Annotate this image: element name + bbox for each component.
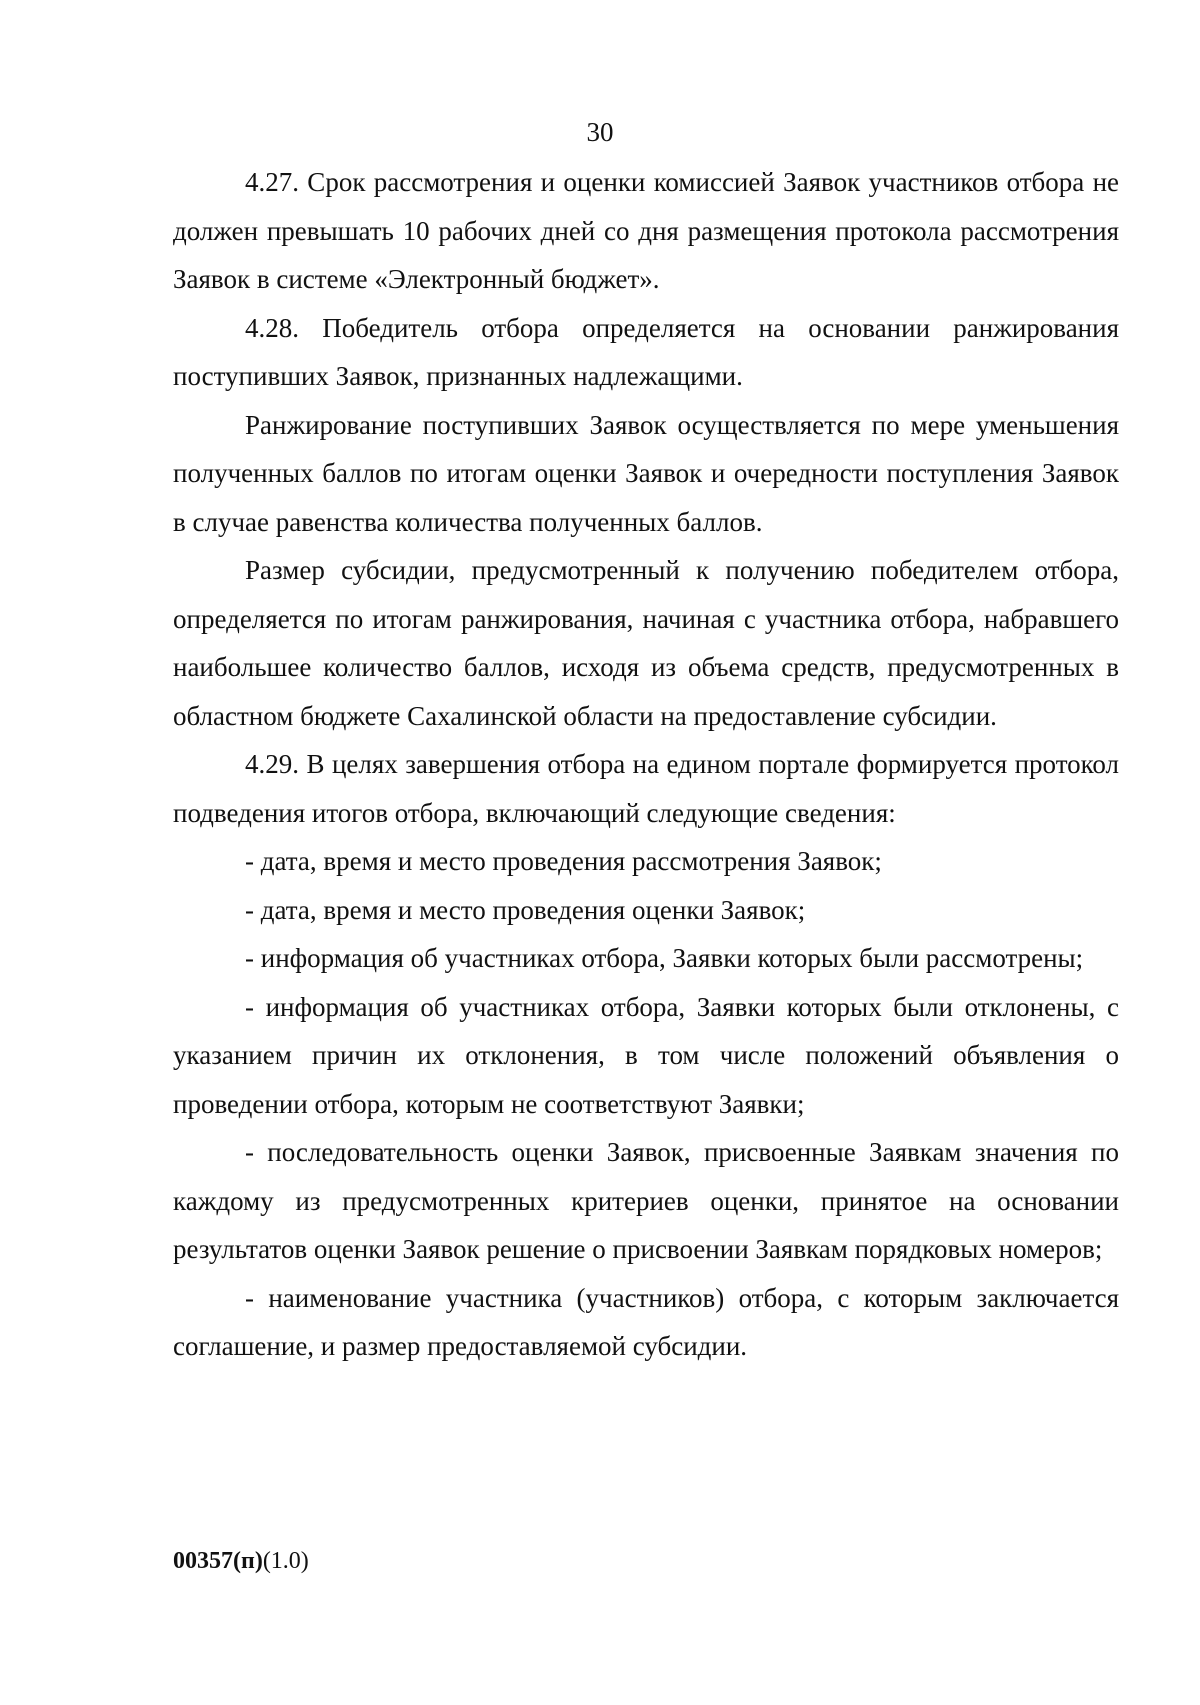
paragraph-4-27: 4.27. Срок рассмотрения и оценки комиссией Заявок участников отбора не должен превышать 10 рабочих дней со дня размещения протокола рассмотрения Заявок в системе «Электронный бюджет».	[173, 167, 1119, 294]
list-item-winner-name: - наименование участника (участников) отбора, с которым заключается соглашение, и размер предоставляемой субсидии.	[173, 1282, 1119, 1361]
document-code-number: 00357(п)	[173, 1548, 263, 1574]
page-number: 30	[586, 117, 614, 147]
document-code-version: (1.0)	[262, 1548, 309, 1574]
paragraph-ranking: Ранжирование поступивших Заявок осуществляется по мере уменьшения полученных баллов по итогам оценки Заявок и очередности поступления Заявок в случае равенства количества полученных баллов.	[173, 409, 1119, 537]
list-item-evaluation-date: - дата, время и место проведения оценки Заявок;	[245, 894, 806, 925]
list-item-rejected-participants: - информация об участниках отбора, Заявки которых были отклонены, с указанием причин их отклонения, в том числе положений объявления о проведении отбора, которым не соответствуют Заявки;	[173, 991, 1119, 1119]
list-item-evaluation-sequence: - последовательность оценки Заявок, присвоенные Заявкам значения по каждому из предусмотренных критериев оценки, принятое на основании результатов оценки Заявок решение о присвоении Заявкам порядковых номеров;	[173, 1137, 1119, 1264]
document-body	[173, 158, 1119, 1371]
list-item-review-date: - дата, время и место проведения рассмотрения Заявок;	[245, 846, 882, 876]
paragraph-4-28: 4.28. Победитель отбора определяется на основании ранжирования поступивших Заявок, признанных надлежащими.	[173, 312, 1119, 391]
document-code	[173, 1546, 309, 1576]
paragraph-subsidy-size: Размер субсидии, предусмотренный к получению победителем отбора, определяется по итогам ранжирования, начиная с участника отбора, набравшего наибольшее количество баллов, исходя из объема средств, предусмотренных в областном бюджете Сахалинской области на предоставление субсидии.	[173, 555, 1119, 731]
list-item-reviewed-participants: - информация об участниках отбора, Заявки которых были рассмотрены;	[245, 943, 1084, 973]
paragraph-4-29: 4.29. В целях завершения отбора на едином портале формируется протокол подведения итогов отбора, включающий следующие сведения:	[173, 749, 1119, 828]
